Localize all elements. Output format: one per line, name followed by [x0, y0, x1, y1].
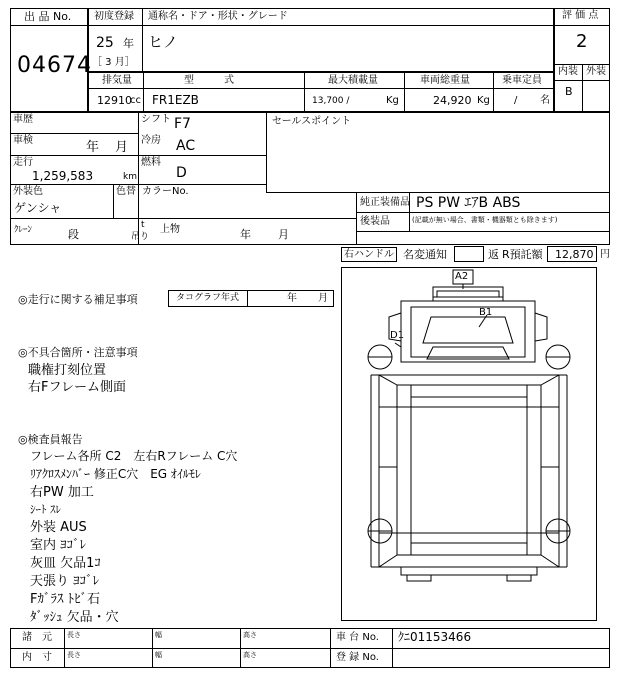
- recycle-deposit-unit: 円: [600, 249, 610, 260]
- rear-step-right: [507, 575, 531, 581]
- cargo-bed-outline: [397, 385, 541, 555]
- cab-mid-outline: [411, 307, 525, 357]
- windshield-outline: [423, 317, 513, 343]
- report-line: 外装 AUS: [30, 520, 87, 535]
- upper-month-unit: 月: [278, 228, 289, 241]
- right-handle-text: 右ハンドル: [344, 249, 394, 260]
- length-label-2: 長さ: [67, 651, 81, 659]
- inspection-year-unit: 年: [86, 140, 100, 155]
- crane-label: ｸﾚｰﾝ: [14, 225, 33, 235]
- inspection-month-unit: 月: [115, 140, 129, 155]
- capacity-label: 乗車定員: [502, 75, 542, 86]
- ac-value: AC: [176, 138, 196, 154]
- crane-stage-unit: 段: [68, 228, 79, 241]
- interior-label: 内装: [558, 66, 578, 77]
- shift-label: シフト: [141, 114, 171, 125]
- tachograph-year-unit: 年: [287, 293, 297, 304]
- ac-label: 冷房: [141, 135, 161, 146]
- tachograph-label: タコグラフ年式: [176, 293, 240, 303]
- mirror-right: [535, 313, 547, 341]
- displacement-unit: cc: [130, 95, 141, 106]
- fuel-value: D: [176, 165, 187, 181]
- mileage-unit: km: [123, 172, 137, 182]
- month-value: ［ 3 月］: [92, 57, 135, 68]
- exterior-color-value: ゲンシャ: [14, 201, 62, 215]
- return-label: 返: [488, 248, 499, 261]
- history-label: 車歴: [13, 114, 33, 125]
- aftermarket-label: 後装品: [360, 216, 390, 227]
- cab-roof-inner: [437, 291, 499, 297]
- defect-item: 職権打刻位置: [28, 363, 107, 378]
- cab-roof-outline: [433, 287, 503, 301]
- evaluation-label: 評 価 点: [562, 10, 599, 21]
- registration-label: 登 録 No.: [336, 652, 379, 663]
- max-load-label: 最大積載量: [328, 75, 378, 86]
- recycle-deposit-label: R預託額: [502, 248, 543, 261]
- displacement-value: 12910: [97, 94, 132, 107]
- report-line: Fｶﾞﾗｽ ﾄﾋﾞ石: [30, 592, 101, 607]
- height-label-2: 高さ: [243, 651, 257, 659]
- car-name-label: 通称名・ドア・形状・グレード: [148, 11, 288, 22]
- color-change-label: 色替: [116, 186, 136, 197]
- report-line: ｼｰﾄ ｽﾚ: [30, 503, 61, 516]
- height-label: 高さ: [243, 631, 257, 639]
- exterior-label: 外装: [586, 66, 606, 77]
- length-label: 長さ: [67, 631, 81, 639]
- color-number-label: カラーNo.: [142, 186, 189, 197]
- mileage-value: 1,259,583: [32, 169, 94, 183]
- rear-step-left: [407, 575, 431, 581]
- cargo-body-outline: [379, 375, 559, 567]
- inspection-label: 車検: [13, 135, 33, 146]
- report-line: 天張り ﾖｺﾞﾚ: [30, 574, 100, 589]
- model-value: FR1EZB: [152, 93, 199, 107]
- mileage-label: 走行: [13, 157, 33, 168]
- gross-weight-value: 24,920: [433, 94, 472, 107]
- name-change-label: 名変通知: [403, 248, 447, 261]
- defect-item: 右Fフレーム側面: [28, 380, 126, 395]
- truck-diagram: [341, 267, 597, 621]
- report-line: 灰皿 欠品1ｺ: [30, 556, 101, 571]
- capacity-slash: /: [514, 95, 518, 106]
- lot-number-label: 出 品 No.: [24, 10, 72, 23]
- genuine-equipment-label: 純正装備品: [360, 197, 410, 208]
- exterior-color-label: 外装色: [13, 186, 43, 197]
- crane-hang-unit: 吊り: [131, 232, 150, 242]
- lot-number: 04674: [17, 53, 92, 78]
- capacity-unit: 名: [540, 95, 550, 106]
- tachograph-month-unit: 月: [318, 293, 328, 304]
- year-value: 25: [96, 35, 114, 51]
- year-unit: 年: [123, 37, 134, 50]
- genuine-equipment-value: PS PW ｴｱB ABS: [416, 195, 521, 211]
- report-line: ﾀﾞｯｼｭ 欠品・穴: [30, 610, 119, 625]
- report-line: 室内 ﾖｺﾞﾚ: [30, 538, 87, 553]
- car-name: ヒノ: [148, 33, 178, 51]
- details-block: [10, 112, 610, 245]
- chassis-value: ｸﾆ01153466: [398, 630, 472, 644]
- report-line: ﾘｱｸﾛｽﾒﾝﾊﾞｰ 修正C穴 EG ｵｲﾙﾓﾚ: [30, 467, 201, 481]
- gross-weight-label: 車両総重量: [420, 75, 470, 86]
- inner-dim-row-label: 内 寸: [22, 652, 52, 663]
- gross-weight-unit: Kg: [477, 95, 490, 106]
- damage-code-a2: A2: [455, 271, 469, 282]
- width-label: 幅: [155, 631, 162, 639]
- report-line: フレーム各所 C2 左右Rフレーム C穴: [30, 449, 238, 463]
- damage-code-d1: D1: [390, 330, 405, 341]
- sales-point-label: セールスポイント: [272, 116, 352, 127]
- inspector-report-title: ◎検査員報告: [18, 433, 83, 446]
- first-registration-label: 初度登録: [94, 11, 134, 22]
- defects-title: ◎不具合箇所・注意事項: [18, 346, 138, 359]
- width-label-2: 幅: [155, 651, 162, 659]
- report-line: 右PW 加工: [30, 485, 94, 500]
- upper-year-unit: 年: [240, 228, 251, 241]
- fuel-label: 燃料: [141, 157, 161, 168]
- displacement-label: 排気量: [102, 75, 132, 86]
- crane-ton-unit: t: [141, 220, 145, 230]
- max-load-unit: Kg: [386, 95, 399, 106]
- evaluation-score: 2: [576, 31, 588, 52]
- specs-row-label: 諸 元: [22, 632, 52, 643]
- shift-value: F7: [174, 116, 191, 132]
- chassis-label: 車 台 No.: [336, 632, 379, 643]
- model-label: 型 式: [184, 75, 234, 86]
- recycle-deposit-value: 12,870: [555, 248, 594, 261]
- damage-code-b1: B1: [479, 307, 493, 318]
- upper-body-label: 上物: [160, 224, 180, 235]
- rear-bumper: [401, 567, 537, 575]
- name-change-box: [454, 246, 484, 262]
- aftermarket-note: (記載が無い場合、書類・機器類とも除きます): [412, 216, 558, 224]
- interior-grade: B: [565, 85, 573, 98]
- max-load-value: 13,700 /: [312, 96, 350, 106]
- driving-notes-title: ◎走行に関する補足事項: [18, 293, 138, 306]
